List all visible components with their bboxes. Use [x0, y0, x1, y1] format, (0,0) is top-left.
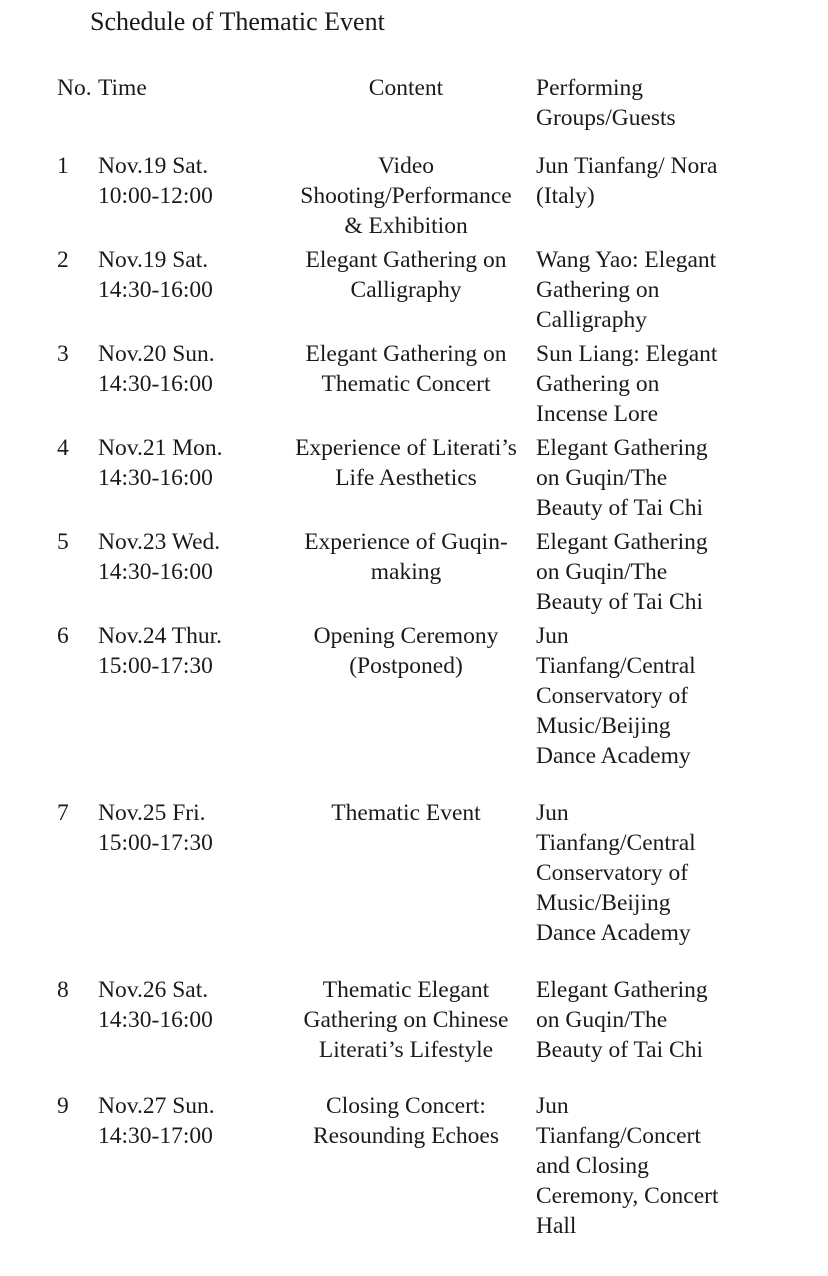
header-time: Time: [98, 75, 147, 101]
row-2-time: Nov.19 Sat. 14:30-16:00: [98, 247, 213, 303]
row-4-performers: Elegant Gathering on Guqin/The Beauty of Tai Chi: [536, 435, 708, 521]
row-9-performers: Jun Tianfang/Concert and Closing Ceremony, Concert Hall: [536, 1093, 719, 1239]
row-4-content: Experience of Literati’s Life Aesthetics: [295, 435, 517, 491]
header-no: No.: [57, 75, 92, 101]
row-1-content: Video Shooting/Performance & Exhibition: [300, 153, 512, 239]
row-3-time: Nov.20 Sun. 14:30-16:00: [98, 341, 215, 397]
row-3-content: Elegant Gathering on Thematic Concert: [305, 341, 507, 397]
row-8-performers: Elegant Gathering on Guqin/The Beauty of Tai Chi: [536, 977, 708, 1063]
row-6-content: Opening Ceremony (Postponed): [313, 623, 499, 679]
header-content: Content: [368, 75, 444, 101]
row-5-no: 5: [57, 529, 69, 555]
row-3-no: 3: [57, 341, 69, 367]
row-8-time: Nov.26 Sat. 14:30-16:00: [98, 977, 213, 1033]
row-6-no: 6: [57, 623, 69, 649]
header-performers: Performing Groups/Guests: [536, 75, 676, 131]
row-8-no: 8: [57, 977, 69, 1003]
row-9-content: Closing Concert: Resounding Echoes: [312, 1093, 499, 1149]
row-4-time: Nov.21 Mon. 14:30-16:00: [98, 435, 223, 491]
row-5-performers: Elegant Gathering on Guqin/The Beauty of Tai Chi: [536, 529, 708, 615]
row-5-content: Experience of Guqin- making: [304, 529, 508, 585]
row-1-time: Nov.19 Sat. 10:00-12:00: [98, 153, 213, 209]
row-2-no: 2: [57, 247, 69, 273]
row-2-content: Elegant Gathering on Calligraphy: [305, 247, 507, 303]
row-7-no: 7: [57, 800, 69, 826]
row-8-content: Thematic Elegant Gathering on Chinese Literati’s Lifestyle: [303, 977, 509, 1063]
row-1-no: 1: [57, 153, 69, 179]
row-6-time: Nov.24 Thur. 15:00-17:30: [98, 623, 223, 679]
row-7-content: Thematic Event: [331, 800, 481, 826]
row-6-performers: Jun Tianfang/Central Conservatory of Music/Beijing Dance Academy: [536, 623, 696, 769]
row-7-performers: Jun Tianfang/Central Conservatory of Music/Beijing Dance Academy: [536, 800, 696, 946]
row-3-performers: Sun Liang: Elegant Gathering on Incense Lore: [536, 341, 718, 427]
row-5-time: Nov.23 Wed. 14:30-16:00: [98, 529, 221, 585]
row-4-no: 4: [57, 435, 69, 461]
row-7-time: Nov.25 Fri. 15:00-17:30: [98, 800, 213, 856]
row-9-no: 9: [57, 1093, 69, 1119]
page-title: Schedule of Thematic Event: [90, 7, 385, 36]
row-9-time: Nov.27 Sun. 14:30-17:00: [98, 1093, 215, 1149]
row-1-performers: Jun Tianfang/ Nora (Italy): [536, 153, 718, 209]
row-2-performers: Wang Yao: Elegant Gathering on Calligraphy: [536, 247, 717, 333]
